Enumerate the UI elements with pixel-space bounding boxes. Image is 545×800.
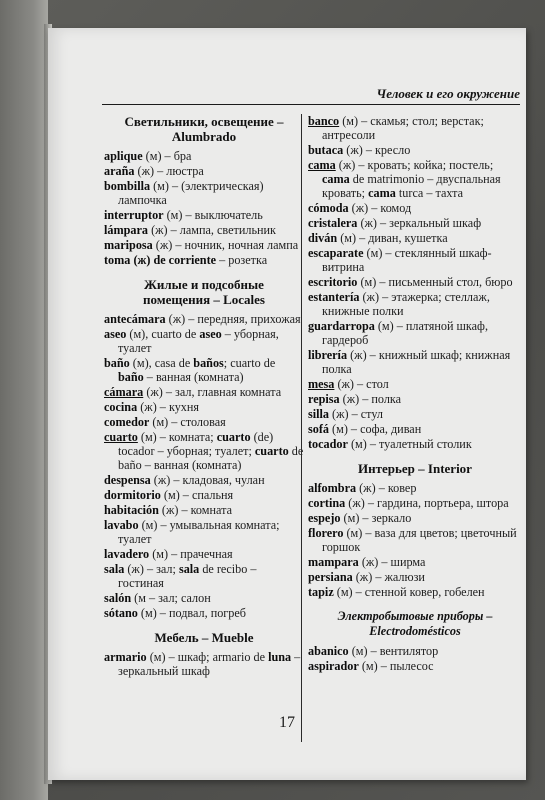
headword: silla (308, 407, 329, 421)
headword: bombilla (104, 179, 151, 193)
dictionary-entry (308, 659, 522, 673)
translation: (ж) – лампа, светильник (148, 223, 276, 237)
dictionary-entry (308, 377, 522, 391)
headword: aseo (199, 327, 222, 341)
translation: (м) – спальня (160, 488, 234, 502)
translation: (ж) – кровать; койка; постель; (335, 158, 494, 172)
translation: turca – тахта (395, 186, 464, 200)
headword: habitación (104, 503, 159, 517)
dictionary-entry (104, 385, 304, 399)
translation: (м) – платяной шкаф, гардероб (322, 319, 489, 347)
dictionary-entry (308, 496, 522, 510)
section-heading-line: Электробытовые приборы – (337, 609, 493, 623)
dictionary-entry (308, 319, 522, 347)
translation: (ж) – кресло (343, 143, 411, 157)
translation: (ж) – зеркальный шкаф (357, 216, 482, 230)
left-column (104, 114, 304, 679)
dictionary-entry (104, 400, 304, 414)
headword: cortina (308, 496, 346, 510)
dictionary-entry (104, 473, 304, 487)
headword: repisa (308, 392, 340, 406)
page-number: 17 (279, 714, 295, 731)
dictionary-entry (308, 290, 522, 318)
column-divider (301, 114, 302, 742)
headword: cuarto (216, 430, 251, 444)
headword: estantería (308, 290, 360, 304)
dictionary-entry (308, 114, 522, 142)
translation: (ж) – зал; (124, 562, 179, 576)
translation: (ж) – стол (334, 377, 389, 391)
headword: librería (308, 348, 348, 362)
section-heading-line: Electrodomésticos (369, 624, 461, 638)
headword: alfombra (308, 481, 357, 495)
dictionary-entry (104, 179, 304, 207)
translation: (ж) – книжный шкаф; книжная полка (322, 348, 511, 376)
section-heading-line: Интерьер – Interior (358, 461, 472, 476)
headword: dormitorio (104, 488, 161, 502)
headword: escaparate (308, 246, 364, 260)
dictionary-entry (104, 503, 304, 517)
headword: interruptor (104, 208, 164, 222)
right-column (308, 114, 522, 674)
translation: (ж) – комната (158, 503, 233, 517)
headword: cuarto (254, 444, 289, 458)
translation: (ж) – ширма (358, 555, 426, 569)
dictionary-entry (104, 238, 304, 252)
dictionary-entry (104, 164, 304, 178)
headword: salón (104, 591, 132, 605)
dictionary-entry (308, 511, 522, 525)
dictionary-entry (104, 547, 304, 561)
headword: lavabo (104, 518, 139, 532)
headword: cama (322, 172, 350, 186)
translation: (ж) – кухня (137, 400, 200, 414)
translation: (м), casa de (129, 356, 194, 370)
translation: (ж) – люстра (134, 164, 204, 178)
dictionary-entry (104, 312, 304, 326)
headword: mampara (308, 555, 359, 569)
section-heading (104, 114, 304, 144)
dictionary-entry (308, 143, 522, 157)
translation: (ж) – гардина, портьера, штора (345, 496, 509, 510)
running-header-title: Человек и его окружение (376, 86, 520, 101)
section-heading (104, 630, 304, 645)
translation: de baño – ванная (комната) (118, 444, 304, 472)
section-heading-line: Alumbrado (171, 129, 237, 144)
headword: guardarropa (308, 319, 375, 333)
running-header (102, 86, 520, 105)
section-heading-line: Светильники, освещение – (124, 114, 284, 129)
dictionary-entry (308, 644, 522, 658)
dictionary-entry (104, 327, 304, 355)
dictionary-entry (104, 430, 304, 472)
section-heading (104, 277, 304, 307)
translation: (м) – умывальная комната; туалет (118, 518, 280, 546)
headword: butaca (308, 143, 344, 157)
translation: (м) – комната; (137, 430, 217, 444)
translation: ; cuarto de (223, 356, 276, 370)
dictionary-entry (308, 392, 522, 406)
translation: (ж) – комод (348, 201, 412, 215)
translation: (м) – выключатель (163, 208, 263, 222)
headword: tapiz (308, 585, 334, 599)
translation: (м) – пылесос (358, 659, 434, 673)
dictionary-entry (104, 606, 304, 620)
headword: florero (308, 526, 344, 540)
section-heading-line: помещения – Locales (142, 292, 265, 307)
dictionary-entry (308, 231, 522, 245)
headword: cocina (104, 400, 138, 414)
translation: (м) – письменный стол, бюро (357, 275, 513, 289)
section-heading-line: Мебель – Mueble (154, 630, 254, 645)
dictionary-entry (104, 415, 304, 429)
dictionary-entry (308, 526, 522, 554)
translation: (м) – вентилятор (348, 644, 439, 658)
translation: (ж) – кладовая, чулан (150, 473, 265, 487)
headword: baño (104, 356, 130, 370)
headword: lámpara (104, 223, 149, 237)
headword: espejo (308, 511, 341, 525)
headword: sofá (308, 422, 329, 436)
translation: (ж) – этажерка; стеллаж, книжные полки (322, 290, 490, 318)
headword: aplique (104, 149, 143, 163)
translation: (ж) – жалюзи (352, 570, 425, 584)
dictionary-entry (104, 488, 304, 502)
translation: (м) – (электрическая) лампочка (118, 179, 264, 207)
translation: (м) – стеклянный шкаф-витрина (322, 246, 492, 274)
translation: (м) – столовая (149, 415, 226, 429)
translation: (м) – прачечная (149, 547, 233, 561)
headword: armario (104, 650, 147, 664)
translation: (м) – скамья; стол; верстак; антресоли (322, 114, 484, 142)
translation: de recibo – гостиная (118, 562, 257, 590)
translation: (м) – туалетный столик (347, 437, 472, 451)
translation: (м), cuarto de (126, 327, 200, 341)
section-heading-line: Жилые и подсобные (144, 277, 264, 292)
headword: lavadero (104, 547, 150, 561)
book-page (48, 28, 526, 780)
headword: toma (ж) de corriente (104, 253, 217, 267)
headword: despensa (104, 473, 151, 487)
headword: aspirador (308, 659, 359, 673)
headword: cristalera (308, 216, 358, 230)
dictionary-entry (104, 223, 304, 237)
translation: (ж) – ковер (356, 481, 417, 495)
translation: – розетка (216, 253, 268, 267)
headword: aseo (104, 327, 127, 341)
dictionary-entry (308, 348, 522, 376)
headword: sótano (104, 606, 138, 620)
headword: antecámara (104, 312, 166, 326)
translation: – ванная (комната) (143, 370, 244, 384)
headword: mariposa (104, 238, 153, 252)
dictionary-entry (104, 518, 304, 546)
translation: (ж) – ночник, ночная лампа (152, 238, 299, 252)
translation: (ж) – передняя, прихожая (165, 312, 301, 326)
translation: (м) – софа, диван (329, 422, 422, 436)
dictionary-entry (308, 201, 522, 215)
facing-page-edge (0, 0, 48, 800)
translation: (ж) – зал, главная комната (143, 385, 282, 399)
dictionary-entry (308, 216, 522, 230)
translation: (ж) – стул (329, 407, 383, 421)
dictionary-entry (308, 585, 522, 599)
headword: cama (368, 186, 396, 200)
headword: baños (193, 356, 224, 370)
headword: sala (104, 562, 125, 576)
dictionary-entry (104, 208, 304, 222)
headword: cama (308, 158, 336, 172)
headword: cómoda (308, 201, 349, 215)
dictionary-entry (104, 356, 304, 384)
headword: luna (268, 650, 292, 664)
dictionary-entry (104, 591, 304, 605)
translation: (м – зал; салон (131, 591, 211, 605)
translation: (de) tocador – уборная; туалет; (118, 430, 274, 458)
headword: abanico (308, 644, 349, 658)
dictionary-entry (104, 650, 304, 678)
headword: diván (308, 231, 338, 245)
dictionary-entry (308, 407, 522, 421)
translation: (м) – подвал, погреб (137, 606, 247, 620)
headword: mesa (308, 377, 335, 391)
translation: (м) – бра (142, 149, 192, 163)
dictionary-entry (104, 149, 304, 163)
headword: comedor (104, 415, 150, 429)
dictionary-entry (104, 562, 304, 590)
headword: cámara (104, 385, 144, 399)
translation: (м) – ваза для цветов; цветочный горшок (322, 526, 517, 554)
headword: persiana (308, 570, 353, 584)
dictionary-entry (308, 158, 522, 200)
headword: baño (118, 370, 144, 384)
translation: (м) – зеркало (340, 511, 412, 525)
translation: (м) – диван, кушетка (337, 231, 448, 245)
dictionary-entry (308, 246, 522, 274)
translation: – зеркальный шкаф (118, 650, 301, 678)
dictionary-entry (308, 422, 522, 436)
section-heading (308, 609, 522, 639)
headword: sala (178, 562, 200, 576)
dictionary-entry (104, 253, 304, 267)
translation: – уборная, туалет (118, 327, 279, 355)
translation: (м) – шкаф; armario de (146, 650, 269, 664)
translation: de matrimonio – двуспальная кровать; (322, 172, 501, 200)
dictionary-entry (308, 555, 522, 569)
headword: escritorio (308, 275, 358, 289)
translation: (ж) – полка (339, 392, 402, 406)
section-heading (308, 461, 522, 476)
translation: (м) – стенной ковер, гобелен (333, 585, 485, 599)
dictionary-entry (308, 481, 522, 495)
dictionary-entry (308, 570, 522, 584)
dictionary-entry (308, 275, 522, 289)
headword: araña (104, 164, 135, 178)
dictionary-entry (308, 437, 522, 451)
headword: cuarto (104, 430, 138, 444)
headword: tocador (308, 437, 348, 451)
headword: banco (308, 114, 340, 128)
